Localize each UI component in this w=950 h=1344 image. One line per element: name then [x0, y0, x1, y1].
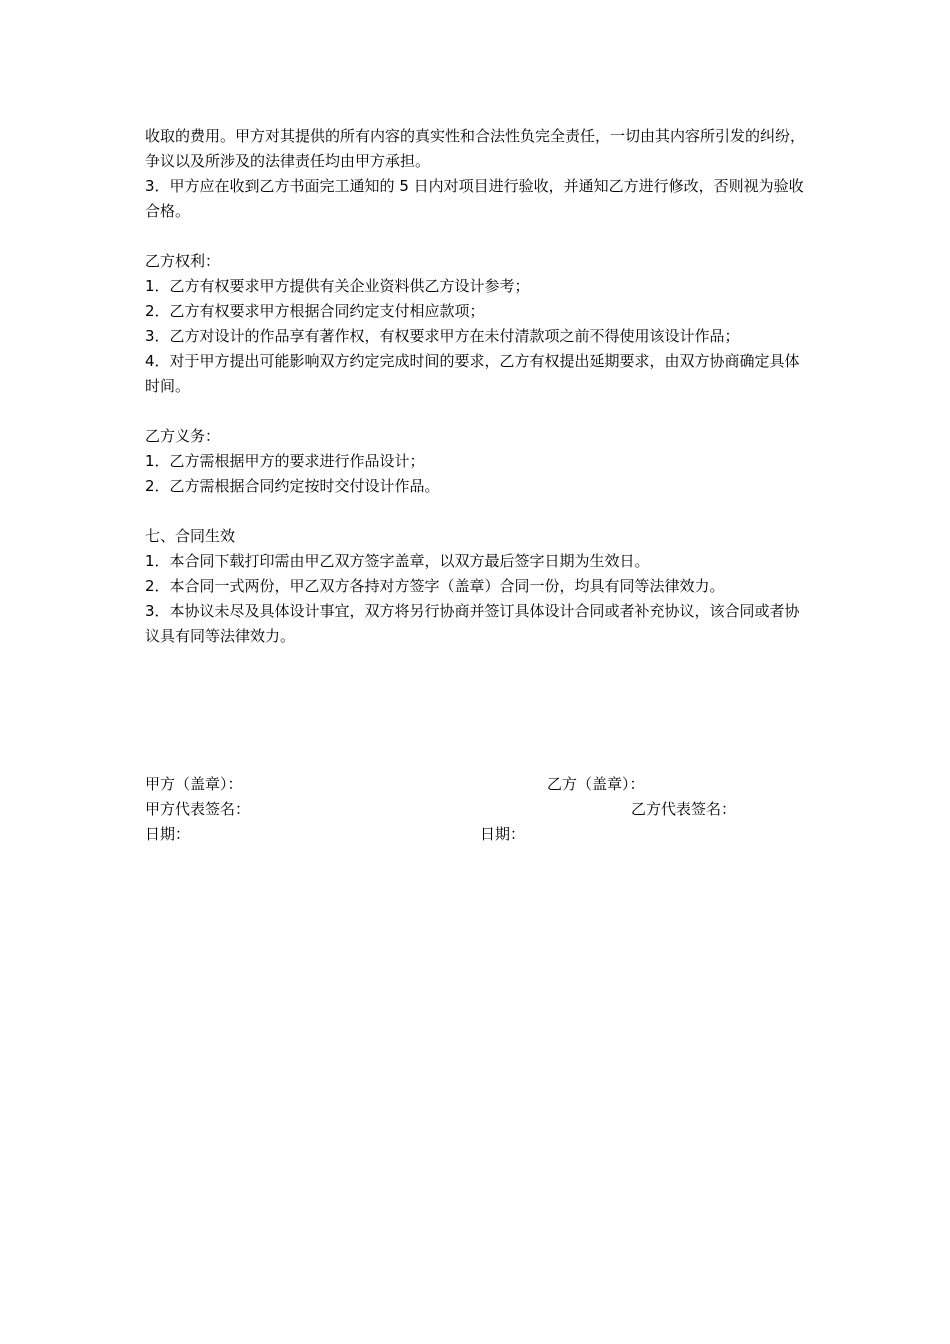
- list-item: 1．乙方需根据甲方的要求进行作品设计；: [145, 452, 425, 470]
- paragraph: 收取的费用。甲方对其提供的所有内容的真实性和合法性负完全责任，一切由其内容所引发的纠纷，争议以及所涉及的法律责任均由甲方承担。: [145, 127, 806, 170]
- party-b-seal-label: 乙方（盖章）：: [547, 775, 645, 793]
- list-item: 2．本合同一式两份，甲乙双方各持对方签字（盖章）合同一份，均具有同等法律效力。: [145, 577, 725, 595]
- list-item: 3．乙方对设计的作品享有著作权，有权要求甲方在未付清款项之前不得使用该设计作品；: [145, 327, 740, 345]
- party-a-rep-label: 甲方代表签名：: [145, 800, 251, 818]
- list-item: 3．本协议未尽及具体设计事宜，双方将另行协商并签订具体设计合同或者补充协议，该合同或者协议具有同等法律效力。: [145, 602, 800, 645]
- contract-body: [145, 124, 810, 649]
- party-a-seal-label: 甲方（盖章）：: [145, 775, 243, 793]
- list-item: 1．乙方有权要求甲方提供有关企业资料供乙方设计参考；: [145, 277, 530, 295]
- section-heading-contract-effect: 七、合同生效: [145, 527, 236, 545]
- list-item: 3．甲方应在收到乙方书面完工通知的 5 日内对项目进行验收，并通知乙方进行修改，否则视为验收合格。: [145, 177, 804, 220]
- party-b-rep-label: 乙方代表签名：: [631, 800, 737, 818]
- list-item: 2．乙方需根据合同约定按时交付设计作品。: [145, 477, 440, 495]
- list-item: 4．对于甲方提出可能影响双方约定完成时间的要求，乙方有权提出延期要求，由双方协商确定具体时间。: [145, 352, 800, 395]
- party-a-date-label: 日期：: [145, 825, 191, 843]
- section-heading-party-b-rights: 乙方权利：: [145, 252, 221, 270]
- list-item: 1．本合同下载打印需由甲乙双方签字盖章，以双方最后签字日期为生效日。: [145, 552, 650, 570]
- section-heading-party-b-obligations: 乙方义务：: [145, 427, 221, 445]
- spacer: [145, 399, 810, 424]
- party-b-date-label: 日期：: [480, 825, 526, 843]
- spacer: [145, 499, 810, 524]
- list-item: 2．乙方有权要求甲方根据合同约定支付相应款项；: [145, 302, 485, 320]
- spacer: [145, 224, 810, 249]
